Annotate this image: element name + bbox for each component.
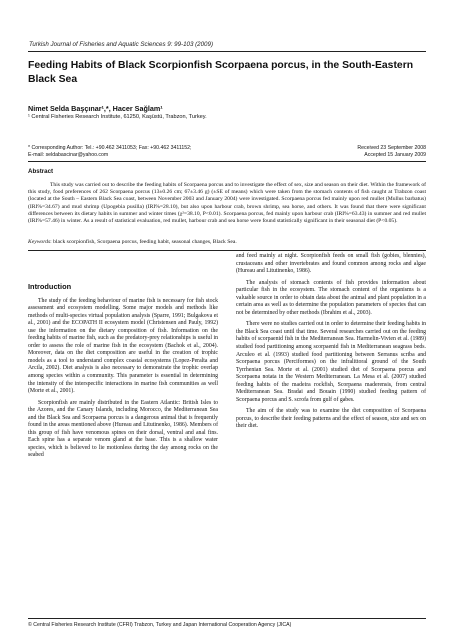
- body-paragraph: The aim of the study was to examine the diet composition of Scorpaena porcus, to describe their feeding patterns and the effect of season, size and sex on their diet.: [236, 408, 426, 430]
- corresponding-author: [28, 145, 191, 160]
- article-title: Feeding Habits of Black Scorpionfish Scorpaena porcus, in the South-Eastern Black Sea: [28, 60, 414, 85]
- body-paragraph: The study of the feeding behaviour of marine fish is necessary for fish stock assessment and ecosystem modelling. Some major models and methods like methods of multi-species virtual population analysis (Sparre, 1991; Bulgakova et al., 2001) and the ECOPATH II ecosystem model (Christensen and Pauly, 1992) use the information on the dietary composition of fish. Information on the feeding habits of marine fish, such as the predatory-prey relationships is useful in order to assess the role of marine fish in the ecosystem (Bachok et al., 2004). Moreover, data on the diet composition are useful in the creation of trophic models as a tool to understand complex coastal ecosystems (Lopez-Peralta and Arcila, 2002). Diet analysis is also necessary to demonstrate the trophic overlap among species within a community. This parameter is essential in determining the intensity of the interspecific interactions in marine fish communities as well (Morte et al., 2001).: [28, 297, 218, 395]
- abstract-bottom-rule: [28, 250, 426, 251]
- body-paragraph: Scorpionfish are mainly distributed in the Eastern Atlantic: British Isles to the Azores, and the Canary Islands, including Morocco, the Mediterranean Sea and the Black Sea and Scorpaena porcus is a dangerous animal that is frequently found in the areas mentioned above (Hureau and Litutinenko, 1986). Members of this group of fish have venomous spines on their dorsal, ventral and anal fins. Each spine has a separate venom gland at the base. This is a shallow water species, which is believed to lie motionless during the day among rocks on the seabed: [28, 399, 218, 459]
- affiliation: ¹ Central Fisheries Research Institute, 61250, Kaşüstü, Trabzon, Turkey.: [28, 114, 207, 120]
- abstract-text: This study was carried out to describe the feeding habits of Scorpaena porcus and to investigate the effect of sex, size and season on their diet. Within the framework of this study, food preferences of 262 Scorpaena porcus (13±0.26 cm; 67±3.46 g) (±SE of means) which were taken from the stomach contents of fish caught at Trabzon coast (located at the South – Eastern Black Sea coast, between November 2003 and January 2004) were investigated. Scorpaena porcus fed mainly upon red mullet (Mullus barbatus) (IRI%=34.67) and mud shrimp (Upogebia pusilla) (IRI%=28.10), but also upon harbour crab, brown shrimp, sea horse, and others. It was found that there were significant differences between its dietary habits in summer and winter times (χ²=38.10, P<0.01). Scorpaena porcus, fed mainly upon harbour crab (IRI%=63.43) in summer and red mullet (IRI%=57.46) in winter. As a result of statistical evaluation, red mullet, harbour crab and sea horse were found statistically significant in their seasonal diet (P<0.05).: [28, 182, 426, 225]
- keywords-label: Keywords: [28, 239, 51, 245]
- copyright-footer: © Central Fisheries Research Institute (CFRI) Trabzon, Turkey and Japan International Cooperation Agency (JICA): [28, 622, 292, 628]
- header-rule: [28, 51, 426, 52]
- journal-citation: Turkish Journal of Fisheries and Aquatic Sciences 9: 99-103 (2009): [29, 41, 214, 48]
- received-date: Received 23 September 2008: [357, 145, 426, 151]
- body-paragraph: The analysis of stomach contents of fish provides information about particular fish in the ecosystem. The stomach content of the organisms is a valuable source in order to obtain data about the animal and plant population in a certain area as well as to determine the population parameters of species that can not be determined by other methods (Ibrahim et al., 2003).: [236, 279, 426, 316]
- right-column: [236, 253, 426, 435]
- abstract-top-rule: [28, 161, 426, 162]
- left-column: [28, 282, 218, 464]
- article-dates: [357, 145, 426, 160]
- footer-rule: [28, 618, 426, 619]
- corresponding-contact: * Corresponding Author: Tel.: +90.462 3411053; Fax: +90.462 3411152;: [28, 145, 192, 151]
- abstract-heading: Abstract: [28, 168, 54, 175]
- keywords-list: : black scorpionfish, Scorpaena porcus, feeding habit, seasonal changes, Black Sea.: [50, 239, 237, 245]
- author-list: Nimet Selda Başçınar¹,*, Hacer Sağlam¹: [28, 104, 163, 113]
- section-heading-introduction: Introduction: [28, 282, 72, 291]
- accepted-date: Accepted 15 January 2009: [364, 152, 426, 159]
- keywords-line: [28, 239, 237, 245]
- corresponding-email: E-mail: seldabascinar@yahoo.com: [28, 152, 109, 159]
- body-paragraph: There were no studies carried out in order to determine their feeding habits in the Black Sea coast until that time. Several researches carried out on the feeding habits of scorpaenid fish in the Mediterranean Sea. Harmelin-Vivien et al. (1989) studied food partitioning among scorpaenid fish in Mediterranean seagrass beds. Arculeo et al. (1993) studied food partitioning between Serranus scriba and Scorpaena porcus (Perciformes) on the infralittoral ground of the South Tyrrhenian Sea. Morte et al. (2001) studied diet of Scorpaena porcus and Scorpaena notata in the Western Mediterranean. La Mesa et al. (2007) studied feeding habits of the madeira rockfish, Scorpaena maderensis, from central Mediterranean Sea. Bradai and Bouain (1990) studied feeding pattern of Scorpaena porcus and S. scrofa from gulf of gabes.: [236, 321, 426, 403]
- body-paragraph: and feed mainly at night. Scorpionfish feeds on small fish (gobies, blennies), crustaceans and other invertebrates and found common among rocks and algae (Hureau and Litutinenko, 1986).: [236, 253, 426, 275]
